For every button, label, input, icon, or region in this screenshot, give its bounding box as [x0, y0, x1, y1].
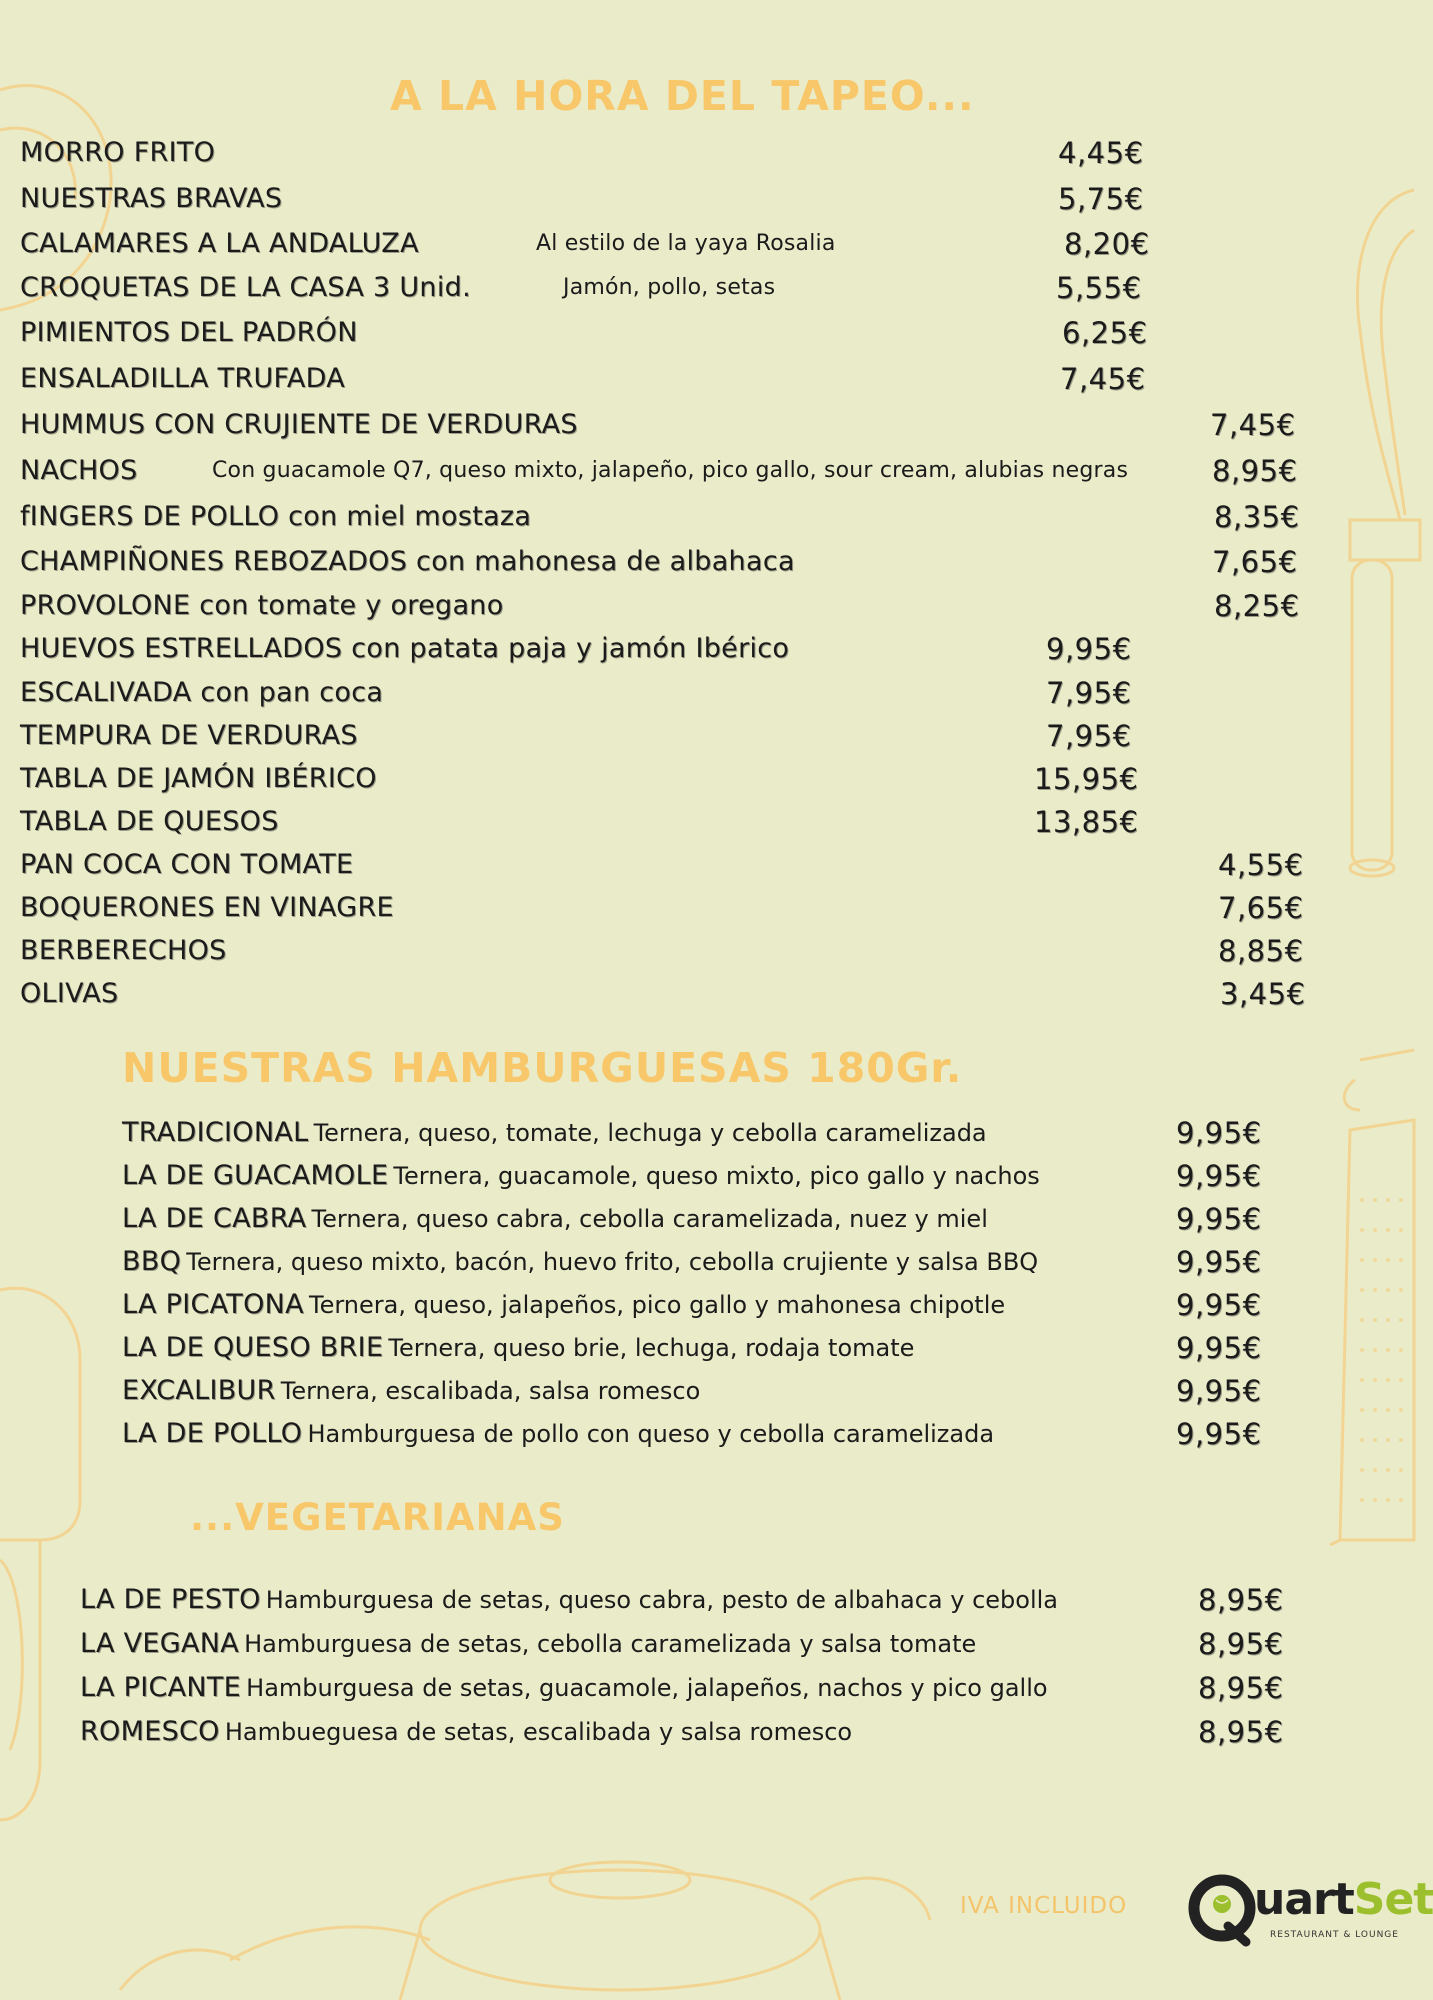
tapeo-item — [0, 802, 1414, 842]
item-name: fINGERS DE POLLO con miel mostaza — [20, 501, 532, 532]
item-name: LA PICANTE — [80, 1672, 242, 1703]
item-price: 9,95€ — [1176, 1288, 1262, 1322]
item-name: TABLA DE JAMÓN IBÉRICO — [20, 763, 377, 794]
tapeo-item — [0, 888, 1414, 928]
item-name: LA DE PESTO — [80, 1584, 261, 1615]
veggie-section-title: ...VEGETARIANAS — [190, 1496, 565, 1539]
item-name: PROVOLONE con tomate y oregano — [20, 590, 504, 621]
tax-included-note: IVA INCLUIDO — [960, 1893, 1128, 1919]
item-description: Hamburguesa de pollo con queso y cebolla caramelizada — [307, 1420, 995, 1448]
burger-item — [0, 1285, 1414, 1325]
logo-subtitle: RESTAURANT & LOUNGE — [1270, 1930, 1399, 1940]
item-name: TABLA DE QUESOS — [20, 806, 279, 837]
item-price: 8,95€ — [1198, 1583, 1284, 1617]
item-name: BERBERECHOS — [20, 935, 227, 966]
item-price: 7,45€ — [1210, 408, 1296, 442]
item-name: CALAMARES A LA ANDALUZA — [20, 228, 419, 259]
item-name: HUEVOS ESTRELLADOS con patata paja y jamón Ibérico — [20, 633, 790, 664]
item-price: 9,95€ — [1176, 1245, 1262, 1279]
item-price: 4,55€ — [1218, 848, 1304, 882]
item-name: TEMPURA DE VERDURAS — [20, 720, 358, 751]
item-name: MORRO FRITO — [20, 137, 216, 168]
item-name: PIMIENTOS DEL PADRÓN — [20, 317, 358, 348]
item-price: 5,75€ — [1058, 182, 1144, 216]
tapeo-item — [0, 133, 1414, 173]
item-description: Ternera, queso, jalapeños, pico gallo y mahonesa chipotle — [309, 1291, 1006, 1319]
burger-item — [0, 1199, 1414, 1239]
item-name: CROQUETAS DE LA CASA 3 Unid. — [20, 272, 471, 303]
item-name: ENSALADILLA TRUFADA — [20, 363, 346, 394]
item-price: 9,95€ — [1176, 1374, 1262, 1408]
item-description: Al estilo de la yaya Rosalia — [536, 231, 836, 256]
item-name: TRADICIONAL — [122, 1117, 309, 1148]
item-price: 6,25€ — [1062, 316, 1148, 350]
item-price: 15,95€ — [1034, 762, 1139, 796]
item-name: NUESTRAS BRAVAS — [20, 183, 283, 214]
burger-item — [0, 1242, 1414, 1282]
tapeo-item — [0, 845, 1414, 885]
item-price: 8,25€ — [1214, 589, 1300, 623]
tapeo-item — [0, 542, 1414, 582]
item-price: 7,65€ — [1218, 891, 1304, 925]
item-price: 8,35€ — [1214, 500, 1300, 534]
burger-item — [0, 1414, 1414, 1454]
item-description: Ternera, guacamole, queso mixto, pico gallo y nachos — [393, 1162, 1040, 1190]
burger-item — [0, 1371, 1414, 1411]
item-price: 9,95€ — [1176, 1331, 1262, 1365]
item-description: Ternera, escalibada, salsa romesco — [280, 1377, 701, 1405]
item-price: 7,65€ — [1212, 545, 1298, 579]
logo-wordmark: uartSet — [1254, 1874, 1433, 1925]
logo-q-mark-icon — [1184, 1870, 1264, 1950]
item-price: 7,45€ — [1060, 362, 1146, 396]
item-name: PAN COCA CON TOMATE — [20, 849, 354, 880]
item-price: 7,95€ — [1046, 719, 1132, 753]
item-name: LA DE GUACAMOLE — [122, 1160, 389, 1191]
tapeo-item — [0, 313, 1414, 353]
item-description: Ternera, queso brie, lechuga, rodaja tomate — [388, 1334, 915, 1362]
tapeo-item — [0, 716, 1414, 756]
quartset-logo — [1184, 1870, 1433, 1950]
item-name: LA VEGANA — [80, 1628, 240, 1659]
veggie-item — [0, 1712, 1414, 1752]
item-description: Hamburguesa de setas, queso cabra, pesto de albahaca y cebolla — [265, 1586, 1059, 1614]
item-name: BBQ — [122, 1246, 182, 1277]
tapeo-item — [0, 179, 1414, 219]
item-price: 9,95€ — [1176, 1116, 1262, 1150]
item-description: Hamburguesa de setas, cebolla caramelizada y salsa tomate — [244, 1630, 977, 1658]
tapeo-item — [0, 268, 1414, 308]
item-name: EXCALIBUR — [122, 1375, 276, 1406]
item-name: NACHOS — [20, 455, 138, 486]
item-price: 8,95€ — [1212, 454, 1298, 488]
item-name: OLIVAS — [20, 978, 119, 1009]
burger-item — [0, 1156, 1414, 1196]
item-name: LA PICATONA — [122, 1289, 304, 1320]
item-name: LA DE QUESO BRIE — [122, 1332, 384, 1363]
item-name: LA DE CABRA — [122, 1203, 307, 1234]
veggie-item — [0, 1624, 1414, 1664]
item-price: 8,95€ — [1198, 1715, 1284, 1749]
item-name: CHAMPIÑONES REBOZADOS con mahonesa de albahaca — [20, 546, 795, 577]
veggie-item — [0, 1580, 1414, 1620]
item-description: Ternera, queso mixto, bacón, huevo frito, cebolla crujiente y salsa BBQ — [186, 1248, 1039, 1276]
item-description: Ternera, queso cabra, cebolla caramelizada, nuez y miel — [311, 1205, 988, 1233]
tapeo-item — [0, 359, 1414, 399]
tapeo-item — [0, 451, 1414, 491]
burger-item — [0, 1113, 1414, 1153]
item-name: HUMMUS CON CRUJIENTE DE VERDURAS — [20, 409, 578, 440]
item-price: 8,85€ — [1218, 934, 1304, 968]
item-name: LA DE POLLO — [122, 1418, 303, 1449]
item-price: 9,95€ — [1176, 1159, 1262, 1193]
item-price: 8,95€ — [1198, 1627, 1284, 1661]
item-description: Ternera, queso, tomate, lechuga y cebolla caramelizada — [313, 1119, 987, 1147]
tapeo-item — [0, 629, 1414, 669]
item-price: 8,20€ — [1064, 227, 1150, 261]
item-price: 8,95€ — [1198, 1671, 1284, 1705]
tapeo-item — [0, 931, 1414, 971]
item-price: 5,55€ — [1056, 271, 1142, 305]
item-price: 9,95€ — [1176, 1202, 1262, 1236]
item-price: 7,95€ — [1046, 676, 1132, 710]
item-price: 4,45€ — [1058, 136, 1144, 170]
tapeo-section-title: A LA HORA DEL TAPEO... — [390, 72, 975, 120]
tapeo-item — [0, 586, 1414, 626]
tapeo-item — [0, 974, 1414, 1014]
item-price: 3,45€ — [1220, 977, 1306, 1011]
item-price: 9,95€ — [1176, 1417, 1262, 1451]
item-name: BOQUERONES EN VINAGRE — [20, 892, 394, 923]
item-description: Jamón, pollo, setas — [563, 275, 776, 300]
veggie-item — [0, 1668, 1414, 1708]
item-price: 13,85€ — [1034, 805, 1139, 839]
item-name: ESCALIVADA con pan coca — [20, 677, 384, 708]
tapeo-item — [0, 405, 1414, 445]
item-description: Hamburguesa de setas, guacamole, jalapeños, nachos y pico gallo — [246, 1674, 1048, 1702]
burger-item — [0, 1328, 1414, 1368]
item-description: Con guacamole Q7, queso mixto, jalapeño, pico gallo, sour cream, alubias negras — [212, 458, 1129, 483]
tapeo-item — [0, 759, 1414, 799]
item-price: 9,95€ — [1046, 632, 1132, 666]
tapeo-item — [0, 497, 1414, 537]
item-description: Hambueguesa de setas, escalibada y salsa romesco — [224, 1718, 853, 1746]
item-name: ROMESCO — [80, 1716, 220, 1747]
tapeo-item — [0, 673, 1414, 713]
burgers-section-title: NUESTRAS HAMBURGUESAS 180Gr. — [122, 1044, 963, 1092]
tapeo-item — [0, 224, 1414, 264]
